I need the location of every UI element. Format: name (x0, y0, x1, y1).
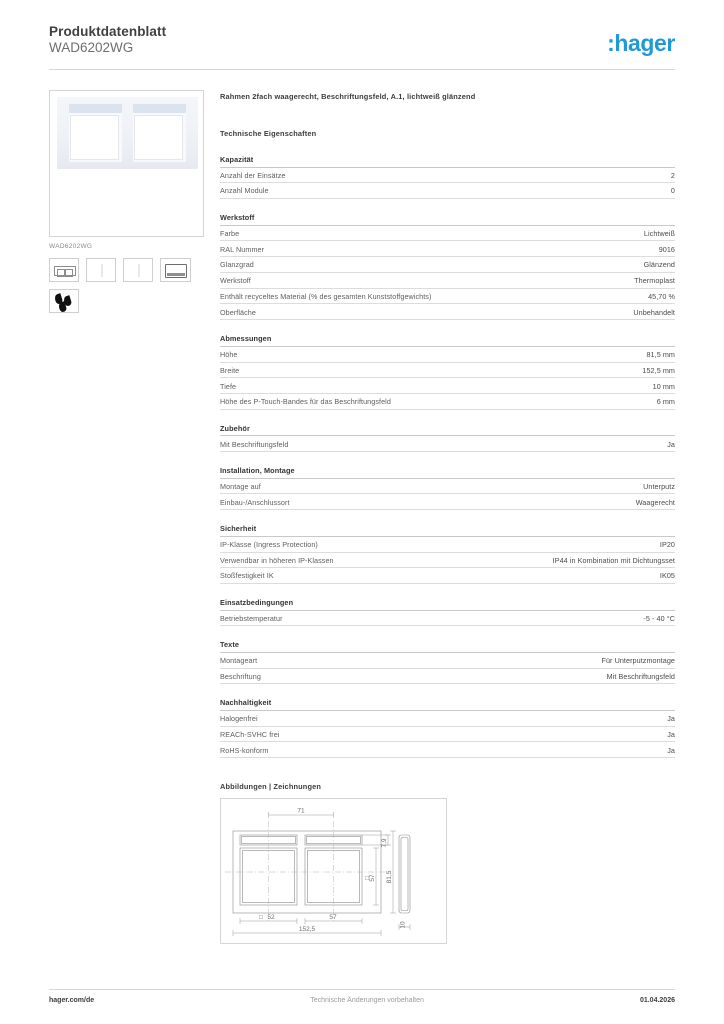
dim-right-small: 7,9 (381, 838, 388, 848)
blank-icon (138, 264, 140, 277)
spec-label: Montageart (220, 656, 258, 666)
dim-bottom-right: 57 (329, 914, 337, 922)
spec-label: Oberfläche (220, 307, 256, 317)
spec-group (220, 698, 675, 758)
opening-left (70, 115, 119, 160)
spec-row (220, 241, 675, 257)
page-header (49, 24, 675, 66)
spec-group (220, 424, 675, 452)
spec-label: Anzahl Module (220, 186, 269, 196)
frame-2gang-icon (57, 97, 198, 169)
spec-row (220, 436, 675, 452)
spec-label: Montage auf (220, 481, 261, 491)
spec-row (220, 653, 675, 669)
spec-label: Farbe (220, 228, 240, 238)
spec-group-title: Werkstoff (220, 213, 675, 226)
spec-row (220, 257, 675, 273)
spec-row (220, 479, 675, 495)
spec-group-title: Kapazität (220, 155, 675, 168)
spec-label: Breite (220, 365, 240, 375)
drawings-heading: Abbildungen | Zeichnungen (220, 782, 322, 792)
spec-label: Glanzgrad (220, 260, 254, 270)
thumb-water-drops[interactable] (49, 289, 79, 313)
spec-label: Stoßfestigkeit IK (220, 571, 274, 581)
spec-value: Ja (667, 745, 675, 755)
spec-row (220, 553, 675, 569)
spec-value: IK05 (659, 571, 675, 581)
spec-group-title: Sicherheit (220, 524, 675, 537)
spec-row (220, 289, 675, 305)
spec-value: 6 mm (656, 397, 675, 407)
spec-value: 45,70 % (648, 291, 675, 301)
spec-group-title: Nachhaltigkeit (220, 698, 675, 711)
spec-value: IP20 (659, 539, 675, 549)
header-divider (49, 69, 675, 70)
spec-label: Werkstoff (220, 276, 251, 286)
dim-right-square: 57 (369, 874, 376, 882)
dim-top-center: 71 (297, 807, 305, 815)
spec-value: Ja (667, 714, 675, 724)
spec-value: Waagerecht (635, 497, 675, 507)
spec-row (220, 394, 675, 410)
spec-label: Mit Beschriftungsfeld (220, 439, 289, 449)
spec-group (220, 524, 675, 584)
technical-drawing-svg (221, 799, 446, 943)
spec-label: IP-Klasse (Ingress Protection) (220, 539, 318, 549)
spec-group (220, 334, 675, 410)
product-reference: WAD6202WG (49, 40, 134, 55)
spec-value: Unbehandelt (633, 307, 675, 317)
spec-value: IP44 in Kombination mit Dichtungsset (552, 555, 675, 565)
footer-divider (49, 989, 675, 990)
spec-row (220, 568, 675, 584)
spec-label: Einbau-/Anschlussort (220, 497, 290, 507)
spec-group-title: Texte (220, 640, 675, 653)
spec-row (220, 183, 675, 199)
spec-row (220, 611, 675, 627)
spec-value: Glänzend (643, 260, 675, 270)
product-image-column (49, 90, 204, 313)
specification-groups (220, 155, 675, 758)
thumb-frame-front[interactable] (49, 258, 79, 282)
thumbnail-row-2 (49, 289, 204, 313)
spec-row (220, 727, 675, 743)
footer-website[interactable]: hager.com/de (49, 997, 95, 1004)
spec-group (220, 598, 675, 626)
dim-right-total: 81,5 (386, 870, 393, 884)
page-footer (49, 997, 675, 1004)
spec-group (220, 155, 675, 199)
spec-value: 152,5 mm (642, 365, 675, 375)
spec-label: RAL Nummer (220, 244, 265, 254)
spec-group-title: Abmessungen (220, 334, 675, 347)
spec-label: Halogenfrei (220, 714, 258, 724)
spec-label: Verwendbar in höheren IP-Klassen (220, 555, 334, 565)
spec-row (220, 304, 675, 320)
gang-right (133, 104, 186, 162)
product-hero-image[interactable] (49, 90, 204, 237)
spec-value: -5 - 40 °C (643, 613, 675, 623)
product-description: Rahmen 2fach waagerecht, Beschriftungsfeld, A.1, lichtweiß glänzend (220, 92, 476, 101)
technical-drawing[interactable] (220, 798, 447, 944)
frame-side-icon (165, 264, 187, 278)
spec-group (220, 640, 675, 684)
spec-label: RoHS-konform (220, 745, 269, 755)
spec-row (220, 347, 675, 363)
spec-value: 0 (670, 186, 675, 196)
spec-value: Ja (667, 439, 675, 449)
hager-logo: :hager (607, 30, 675, 56)
spec-row (220, 711, 675, 727)
spec-label: Höhe (220, 349, 238, 359)
dim-bottom-left: 52 (267, 914, 275, 922)
footer-disclaimer: Technische Änderungen vorbehalten (310, 997, 424, 1004)
spec-label: Beschriftung (220, 671, 261, 681)
thumbnail-row-1 (49, 258, 204, 282)
blank-icon (101, 264, 103, 277)
spec-group-title: Installation, Montage (220, 466, 675, 479)
spec-value: Unterputz (643, 481, 675, 491)
spec-group (220, 466, 675, 510)
spec-value: 10 mm (652, 381, 675, 391)
spec-row (220, 537, 675, 553)
spec-label: Höhe des P-Touch-Bandes für das Beschriftungsfeld (220, 397, 391, 407)
footer-date: 01.04.2026 (639, 997, 675, 1004)
spec-value: 9016 (658, 244, 675, 254)
spec-row (220, 363, 675, 379)
spec-row (220, 742, 675, 758)
spec-group-title: Einsatzbedingungen (220, 598, 675, 611)
spec-value: Mit Beschriftungsfeld (606, 671, 675, 681)
label-strip-left (69, 104, 122, 113)
dim-side-depth: 10 (399, 921, 407, 929)
dim-bottom-total: 152,5 (298, 926, 316, 934)
thumb-faint-1[interactable] (86, 258, 116, 282)
frame-2gang-icon (54, 266, 76, 276)
product-image-caption: WAD6202WG (49, 243, 93, 250)
specifications-column (220, 92, 675, 944)
label-strip-right (133, 104, 186, 113)
spec-row (220, 378, 675, 394)
spec-value: Ja (667, 729, 675, 739)
square-symbol-bottom: □ (259, 914, 263, 922)
spec-label: REACh-SVHC frei (220, 729, 280, 739)
spec-label: Anzahl der Einsätze (220, 170, 286, 180)
spec-row (220, 273, 675, 289)
thumb-faint-2[interactable] (123, 258, 153, 282)
spec-label: Enthält recyceltes Material (% des gesamten Kunststoffgewichts) (220, 291, 432, 301)
spec-value: Lichtweiß (643, 228, 675, 238)
technical-properties-heading: Technische Eigenschaften (220, 129, 317, 138)
gang-left (69, 104, 122, 162)
thumb-side-view[interactable] (160, 258, 191, 282)
spec-group-title: Zubehör (220, 424, 675, 437)
page-title: Produktdatenblatt (49, 24, 167, 39)
spec-value: 81,5 mm (646, 349, 675, 359)
opening-right (134, 115, 183, 160)
spec-row (220, 494, 675, 510)
spec-value: Thermoplast (634, 276, 675, 286)
spec-label: Tiefe (220, 381, 237, 391)
spec-value: 2 (670, 170, 675, 180)
spec-row (220, 226, 675, 242)
spec-row (220, 168, 675, 184)
spec-row (220, 669, 675, 685)
spec-value: Für Unterputzmontage (601, 656, 675, 666)
spec-label: Betriebstemperatur (220, 613, 283, 623)
spec-group (220, 213, 675, 320)
square-symbol-right: □ (364, 876, 371, 881)
